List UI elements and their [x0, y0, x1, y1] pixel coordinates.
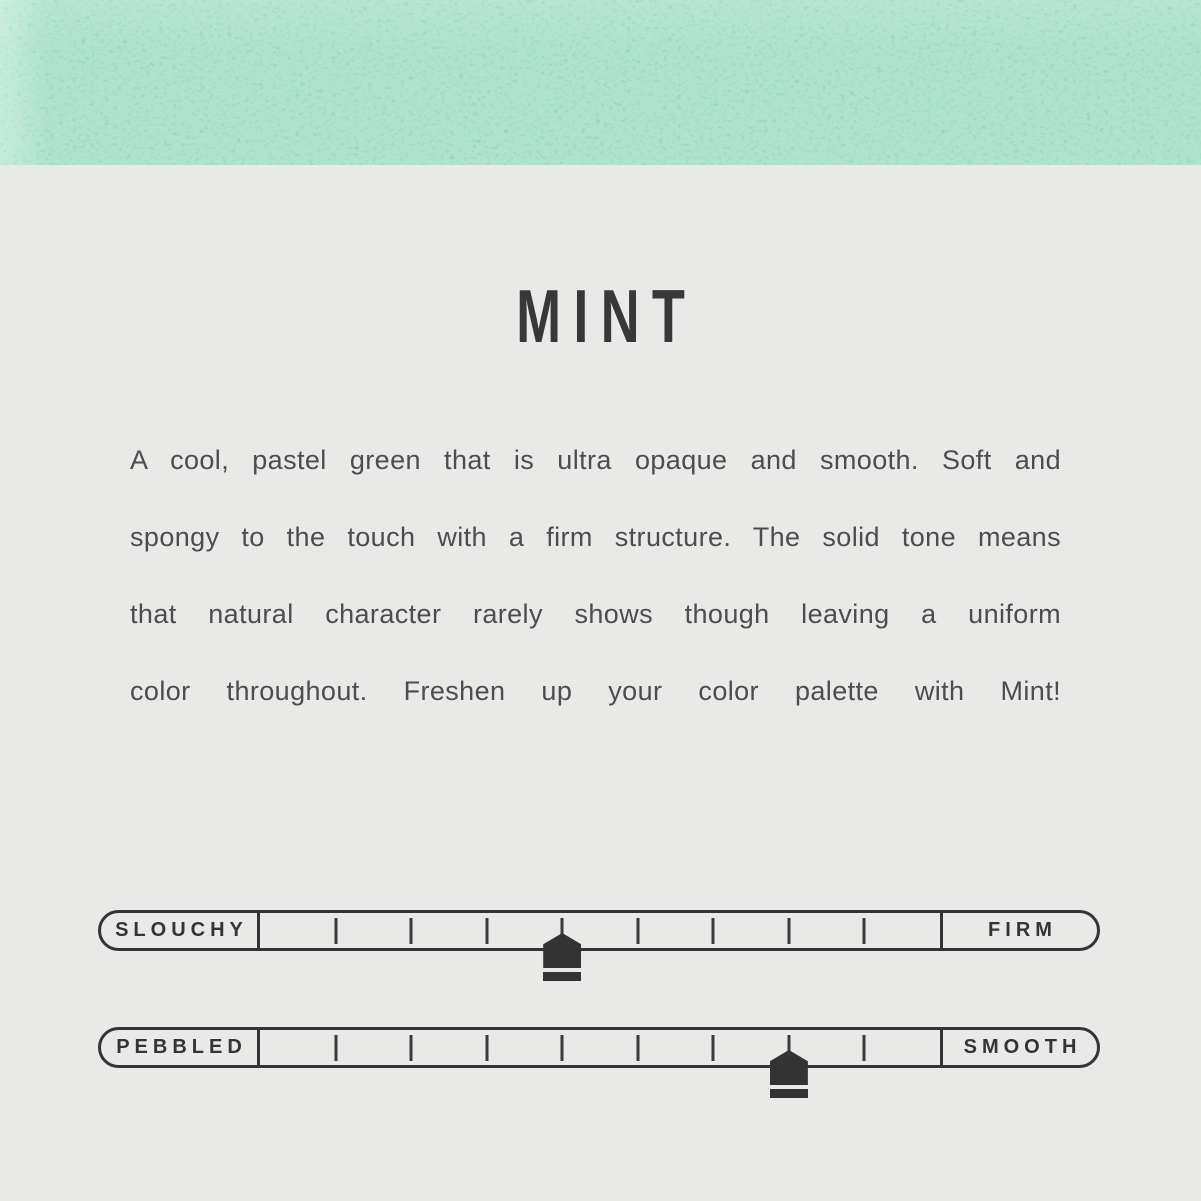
color-description	[130, 422, 1061, 730]
scale-tick	[485, 918, 488, 944]
scale-tick	[863, 918, 866, 944]
scale-tick	[561, 1035, 564, 1061]
scale-marker	[543, 933, 581, 981]
slouchy-firm-scale	[98, 910, 1100, 951]
scale-tick	[712, 918, 715, 944]
slouchy-firm-track	[260, 913, 940, 948]
pebbled-smooth-track	[260, 1030, 940, 1065]
scale-label-smooth: SMOOTH	[940, 1030, 1097, 1065]
description-line: A cool, pastel green that is ultra opaque and smooth. Soft and	[130, 445, 1061, 475]
scale-tick	[636, 1035, 639, 1061]
color-name-title: MINT	[516, 274, 698, 358]
scale-tick	[334, 918, 337, 944]
marker-pointer-icon	[543, 933, 581, 968]
scale-tick	[636, 918, 639, 944]
scale-label-firm: FIRM	[940, 913, 1097, 948]
scale-tick	[863, 1035, 866, 1061]
pebbled-smooth-scale	[98, 1027, 1100, 1068]
scale-tick	[410, 918, 413, 944]
marker-base-bar	[543, 972, 581, 981]
marker-base-bar	[770, 1089, 808, 1098]
marker-pointer-icon	[770, 1050, 808, 1085]
scale-tick	[787, 918, 790, 944]
scale-tick	[485, 1035, 488, 1061]
swatch-light-sheen	[0, 0, 1201, 165]
scale-tick	[334, 1035, 337, 1061]
scale-tick	[712, 1035, 715, 1061]
scale-marker	[770, 1050, 808, 1098]
description-line: color throughout. Freshen up your color palette with Mint!	[130, 676, 1061, 706]
scale-label-pebbled: PEBBLED	[101, 1030, 260, 1065]
description-line: spongy to the touch with a firm structure. The solid tone means	[130, 522, 1061, 552]
description-line: that natural character rarely shows though leaving a uniform	[130, 599, 1061, 629]
scale-tick	[410, 1035, 413, 1061]
scale-label-slouchy: SLOUCHY	[101, 913, 260, 948]
leather-swatch-image	[0, 0, 1201, 165]
